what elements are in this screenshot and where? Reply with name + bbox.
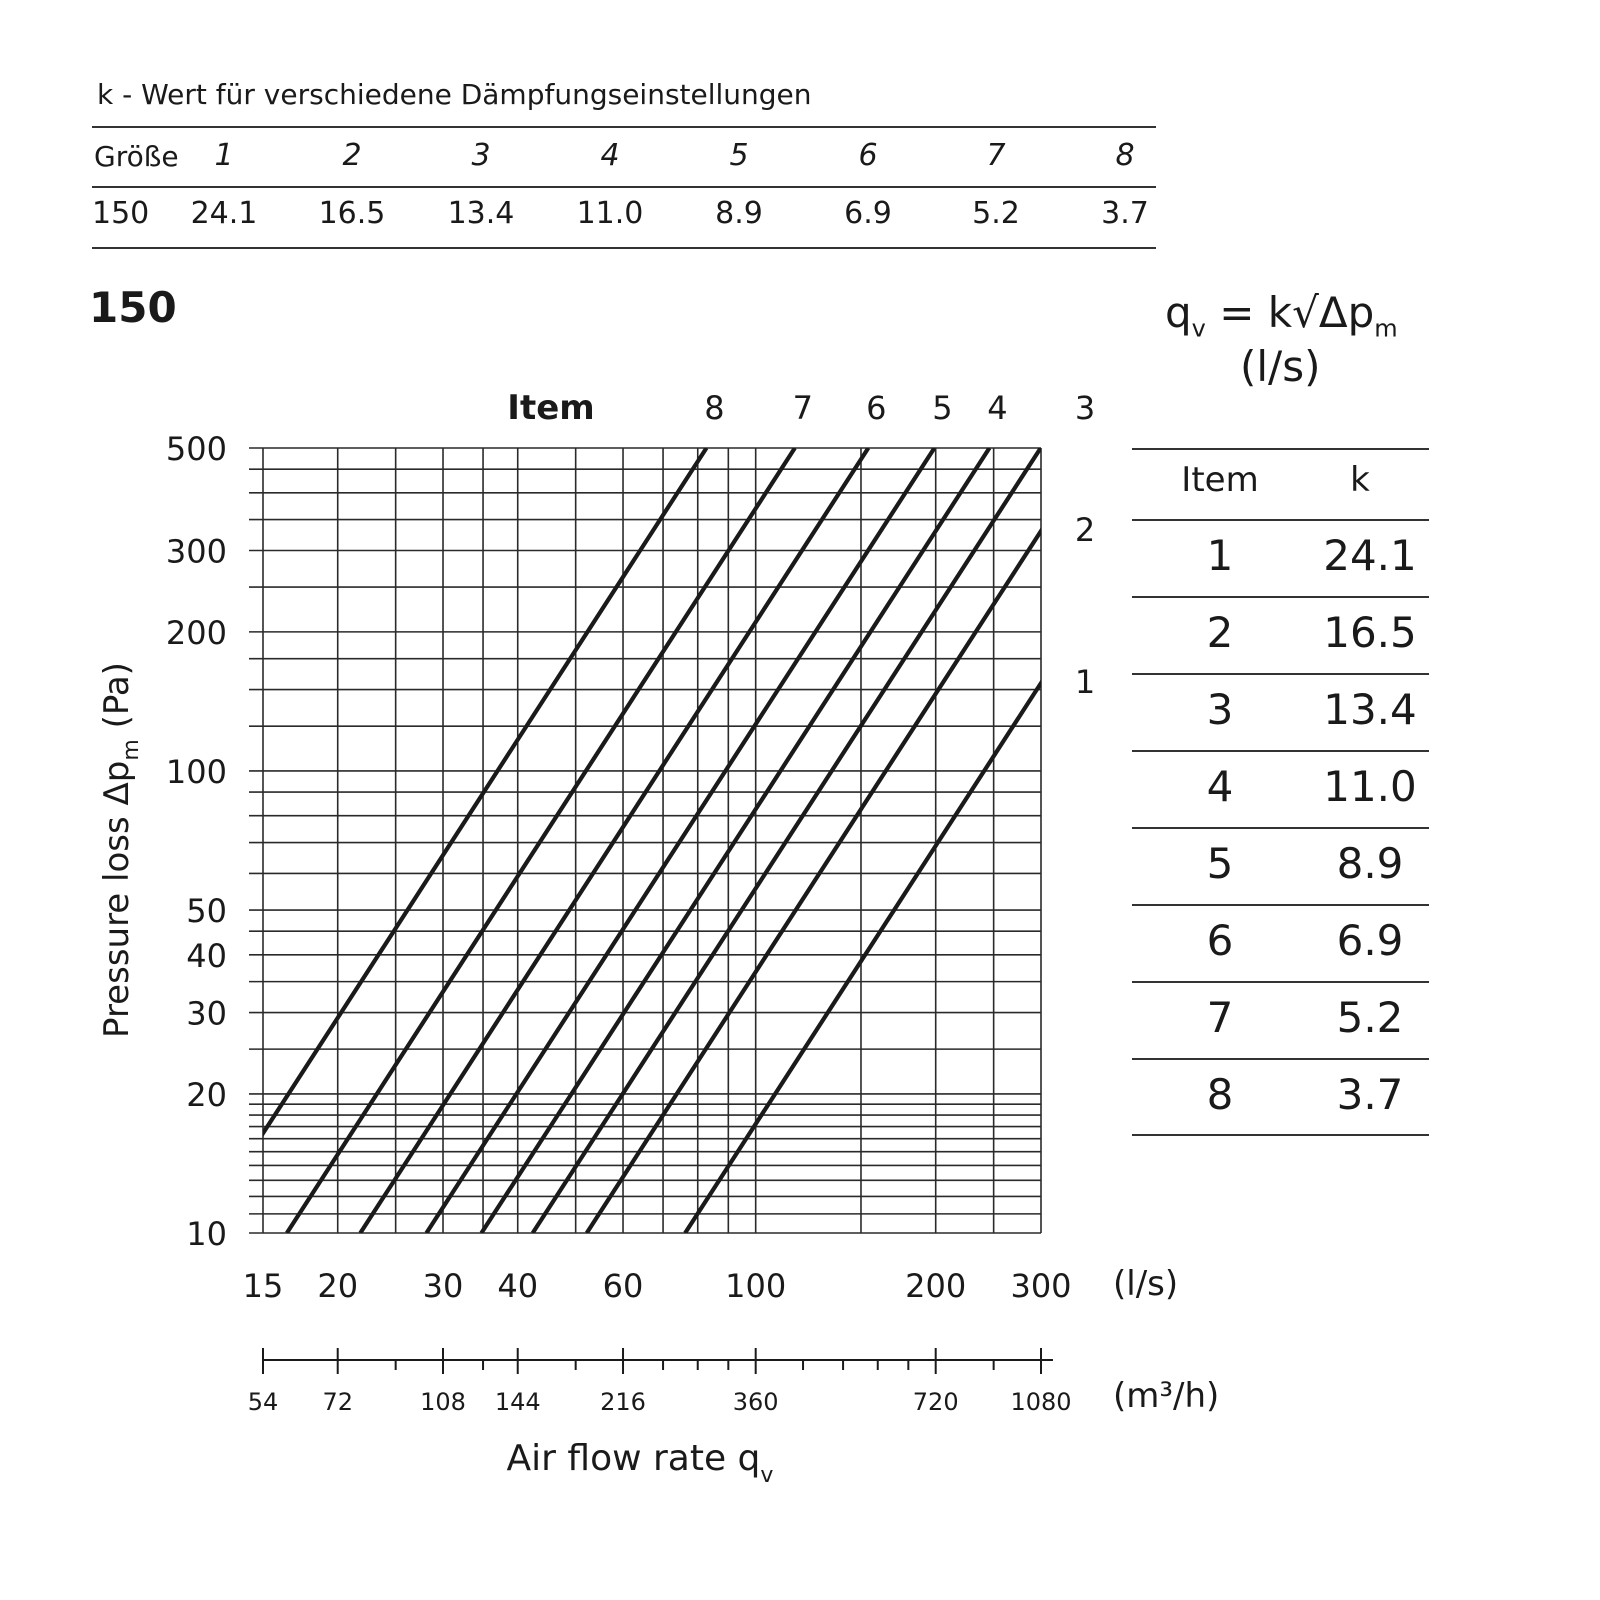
y-tick-label: 500 [165, 430, 227, 468]
legend-item-6: 6 [1206, 916, 1234, 965]
chart-series-header: Item [507, 388, 595, 428]
series-label-item-6: 6 [866, 389, 887, 427]
formula-unit: (l/s) [1240, 342, 1321, 391]
k-table-setting-2: 2 [342, 138, 362, 173]
secondary-tick-label: 72 [322, 1388, 353, 1416]
secondary-tick-label: 108 [420, 1388, 466, 1416]
k-table-setting-7: 7 [986, 138, 1006, 173]
legend-item-2: 2 [1206, 608, 1234, 657]
k-table-value-1: 24.1 [190, 196, 258, 231]
x-tick-label: 40 [497, 1267, 539, 1305]
k-table-setting-5: 5 [729, 138, 749, 173]
x-tick-label: 15 [242, 1267, 284, 1305]
k-table-value-3: 13.4 [447, 196, 515, 231]
k-table-value-5: 8.9 [715, 196, 763, 231]
x-tick-label: 200 [905, 1267, 967, 1305]
x-unit-label: (l/s) [1113, 1264, 1179, 1304]
chart-secondary-axis [248, 1348, 1220, 1416]
legend-k-4: 11.0 [1323, 762, 1417, 811]
legend-header-item: Item [1181, 460, 1259, 500]
k-table-setting-4: 4 [600, 138, 620, 173]
x-axis-title-main: Air flow rate q [506, 1438, 761, 1479]
k-table-setting-8: 8 [1115, 138, 1135, 173]
legend-item-5: 5 [1206, 839, 1234, 888]
legend-item-3: 3 [1206, 685, 1234, 734]
legend-item-8: 8 [1206, 1070, 1234, 1119]
series-label-item-7: 7 [792, 389, 814, 427]
series-label-item-5: 5 [932, 389, 953, 427]
legend-k-5: 8.9 [1336, 839, 1404, 888]
legend-k-8: 3.7 [1336, 1070, 1404, 1119]
legend-item-4: 4 [1206, 762, 1234, 811]
x-tick-label: 100 [725, 1267, 787, 1305]
series-label-item-2: 2 [1074, 511, 1096, 550]
y-axis-title-main: Pressure loss Δp [97, 760, 137, 1038]
chart-grid [249, 448, 1041, 1233]
y-axis-title [97, 662, 144, 1038]
series-label-item-4: 4 [987, 389, 1008, 427]
x-axis-title [507, 1438, 774, 1488]
y-tick-label: 200 [165, 613, 227, 652]
secondary-tick-label: 144 [494, 1388, 541, 1416]
k-table-value-6: 6.9 [844, 196, 892, 231]
secondary-unit-label: (m³/h) [1113, 1376, 1220, 1416]
y-tick-label: 50 [186, 892, 227, 931]
k-table-size-label: Größe [94, 140, 179, 173]
formula-q-sub: v [1191, 314, 1206, 343]
k-table-value-2: 16.5 [318, 196, 386, 231]
k-table-setting-3: 3 [471, 138, 491, 173]
series-label-item-8: 8 [704, 389, 725, 427]
secondary-tick-label: 360 [732, 1388, 779, 1416]
y-axis-title-unit: (Pa) [97, 662, 137, 740]
k-table-setting-6: 6 [858, 138, 878, 173]
legend-item-7: 7 [1206, 993, 1234, 1042]
secondary-tick-label: 1080 [1010, 1388, 1072, 1416]
legend-header-k: k [1350, 460, 1370, 500]
formula-q: q [1165, 288, 1192, 337]
y-tick-label: 40 [186, 936, 227, 975]
x-tick-label: 30 [422, 1267, 464, 1305]
series-label-item-1: 1 [1074, 663, 1096, 702]
k-table-value-8: 3.7 [1101, 196, 1149, 231]
formula-mid: = k√Δp [1205, 288, 1375, 337]
k-table-title: k - Wert für verschiedene Dämpfungseinstellungen [97, 78, 812, 111]
k-table-setting-1: 1 [214, 138, 234, 173]
y-axis-title-sub: m [119, 739, 144, 761]
y-tick-label: 100 [165, 752, 227, 791]
y-tick-label: 30 [186, 994, 227, 1033]
k-table-size-value: 150 [92, 196, 150, 231]
legend-k-7: 5.2 [1336, 993, 1404, 1042]
series-label-item-3: 3 [1074, 389, 1096, 427]
legend-item-1: 1 [1206, 531, 1234, 580]
legend-k-3: 13.4 [1323, 685, 1417, 734]
y-tick-label: 10 [186, 1215, 227, 1253]
x-tick-label: 20 [317, 1267, 359, 1305]
formula-p-sub: m [1374, 314, 1398, 343]
secondary-tick-label: 216 [600, 1388, 646, 1416]
legend-k-2: 16.5 [1323, 608, 1417, 657]
legend-k-1: 24.1 [1323, 531, 1417, 580]
x-tick-label: 60 [602, 1267, 644, 1305]
secondary-tick-label: 54 [247, 1388, 279, 1416]
x-axis-title-sub: v [760, 1463, 774, 1488]
size-heading: 150 [89, 283, 177, 332]
secondary-tick-label: 720 [912, 1388, 959, 1416]
k-table-value-7: 5.2 [972, 196, 1020, 231]
x-tick-label: 300 [1010, 1267, 1072, 1305]
legend-k-6: 6.9 [1336, 916, 1404, 965]
y-tick-label: 20 [186, 1075, 227, 1114]
y-tick-label: 300 [165, 532, 227, 571]
k-table-value-4: 11.0 [576, 196, 644, 231]
